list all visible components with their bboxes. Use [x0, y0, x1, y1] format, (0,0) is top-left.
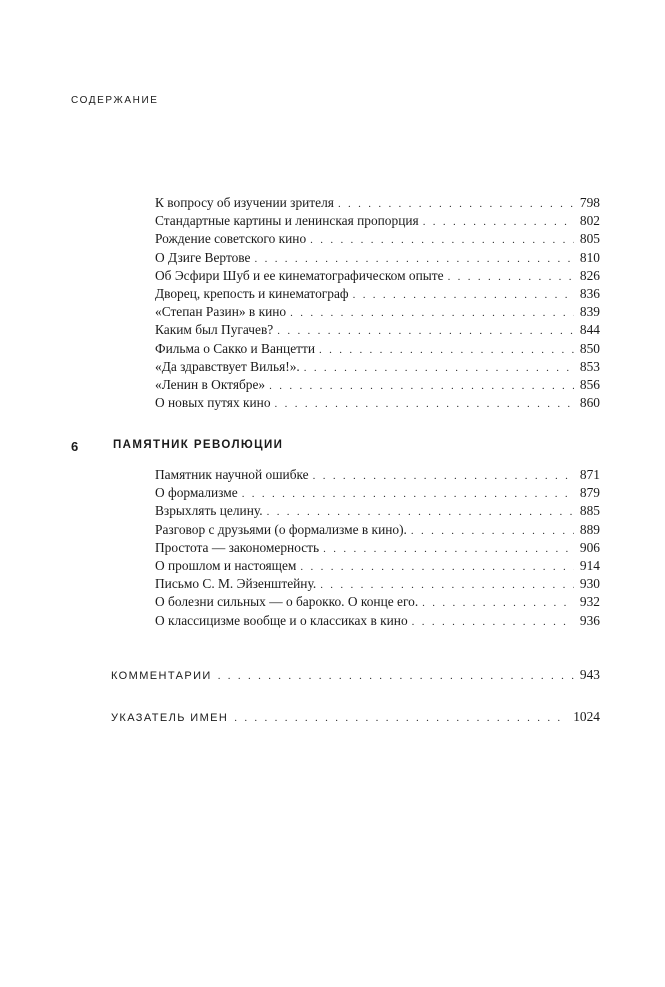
toc-entry[interactable]: [155, 249, 600, 267]
dot-leader: [234, 709, 567, 727]
dot-leader: [448, 268, 574, 286]
toc-entry-title: Письмо С. М. Эйзенштейну.: [155, 576, 317, 592]
toc-entry-title: Каким был Пугачев?: [155, 322, 274, 338]
toc-entry-page: 853: [579, 358, 600, 374]
toc-entry-title: Взрыхлять целину.: [155, 503, 263, 519]
dot-leader: [242, 485, 574, 503]
toc-entry-title: Стандартные картины и ленинская пропорция: [155, 213, 419, 229]
dot-leader: [338, 195, 574, 213]
toc-entry-page: 810: [579, 249, 600, 265]
toc-entry-title: К вопросу об изучении зрителя: [155, 195, 334, 210]
dot-leader: [300, 558, 574, 576]
toc-entry-title: О прошлом и настоящем: [155, 557, 297, 573]
toc-entry-page: 826: [579, 267, 600, 283]
toc-entry[interactable]: [155, 340, 600, 358]
toc-entry-page: 930: [579, 576, 600, 592]
toc-entry-title: «Да здравствует Вилья!».: [155, 358, 300, 374]
toc-entry[interactable]: [155, 539, 600, 557]
toc-entry-title: Фильма о Сакко и Ванцетти: [155, 340, 316, 356]
dot-leader: [218, 667, 574, 685]
section-title: ПАМЯТНИК РЕВОЛЮЦИИ: [113, 439, 284, 451]
dot-leader: [304, 359, 574, 377]
toc-entry-page: 885: [579, 503, 600, 519]
dot-leader: [313, 467, 574, 485]
toc-entry-page: 856: [579, 376, 600, 392]
toc-entry-page: 802: [579, 213, 600, 229]
toc-entry-page: 805: [579, 231, 600, 247]
comments-label: КОММЕНТАРИИ: [111, 670, 212, 682]
toc-entry[interactable]: [155, 557, 600, 575]
toc-entry-title: О новых путях кино: [155, 395, 271, 411]
section-number: 6: [71, 439, 80, 454]
dot-leader: [269, 377, 574, 395]
dot-leader: [275, 395, 574, 413]
running-head: СОДЕРЖАНИЕ: [71, 95, 159, 106]
toc-entry-page: 914: [579, 557, 600, 573]
toc-entry-page: 936: [579, 612, 600, 628]
toc-entry-title: Простота — закономерность: [155, 539, 320, 555]
toc-entry[interactable]: [155, 230, 600, 248]
toc-entry[interactable]: [155, 466, 600, 484]
toc-entry-title: О классицизме вообще и о классиках в кино: [155, 612, 408, 628]
toc-entry-title: Разговор с друзьями (о формализме в кино).: [155, 521, 407, 537]
toc-entry-title: О формализме: [155, 485, 238, 501]
toc-entry[interactable]: [155, 484, 600, 502]
toc-entry[interactable]: [155, 321, 600, 339]
toc-entry[interactable]: [155, 521, 600, 539]
toc-entry[interactable]: [155, 358, 600, 376]
toc-entry-title: «Ленин в Октябре»: [155, 376, 266, 392]
toc-entry-page: 836: [579, 285, 600, 301]
dot-leader: [320, 576, 574, 594]
comments-entry[interactable]: [111, 666, 600, 684]
dot-leader: [412, 613, 574, 631]
name-index-label: УКАЗАТЕЛЬ ИМЕН: [111, 712, 229, 724]
dot-leader: [310, 231, 574, 249]
toc-entry[interactable]: [155, 285, 600, 303]
toc-entry-title: Дворец, крепость и кинематограф: [155, 285, 349, 301]
toc-entry-page: 850: [579, 340, 600, 356]
dot-leader: [323, 540, 574, 558]
toc-entry[interactable]: [155, 267, 600, 285]
dot-leader: [423, 213, 574, 231]
toc-entry[interactable]: [155, 612, 600, 630]
toc-list-part-a: [155, 194, 600, 412]
comments-page: 943: [579, 667, 600, 682]
toc-entry[interactable]: [155, 502, 600, 520]
toc-entry[interactable]: [155, 303, 600, 321]
dot-leader: [290, 304, 574, 322]
dot-leader: [319, 341, 574, 359]
toc-entry-page: 932: [579, 594, 600, 610]
dot-leader: [353, 286, 574, 304]
toc-entry-page: 906: [579, 539, 600, 555]
toc-entry[interactable]: [155, 376, 600, 394]
toc-entry-title: «Степан Разин» в кино: [155, 304, 287, 320]
toc-entry[interactable]: [155, 194, 600, 212]
dot-leader: [411, 522, 574, 540]
toc-entry-title: Рождение советского кино: [155, 231, 307, 247]
dot-leader: [422, 594, 574, 612]
name-index-entry[interactable]: [111, 708, 600, 726]
toc-entry-page: 871: [579, 467, 600, 482]
toc-entry[interactable]: [155, 394, 600, 412]
dot-leader: [255, 250, 574, 268]
toc-entry-page: 860: [579, 395, 600, 411]
toc-entry[interactable]: [155, 212, 600, 230]
toc-entry-page: 844: [579, 322, 600, 338]
toc-entry-page: 798: [579, 195, 600, 210]
toc-entry[interactable]: [155, 575, 600, 593]
toc-entry-title: Об Эсфири Шуб и ее кинематографическом опыте: [155, 267, 444, 283]
toc-list-part-b: [155, 466, 600, 630]
toc-entry-title: О болезни сильных — о барокко. О конце его.: [155, 594, 419, 610]
dot-leader: [277, 322, 574, 340]
toc-entry-page: 889: [579, 521, 600, 537]
toc-entry-title: Памятник научной ошибке: [155, 467, 309, 482]
name-index-page: 1024: [573, 709, 600, 724]
toc-entry-title: О Дзиге Вертове: [155, 249, 251, 265]
toc-entry[interactable]: [155, 593, 600, 611]
toc-entry-page: 879: [579, 485, 600, 501]
dot-leader: [267, 503, 574, 521]
toc-entry-page: 839: [579, 304, 600, 320]
